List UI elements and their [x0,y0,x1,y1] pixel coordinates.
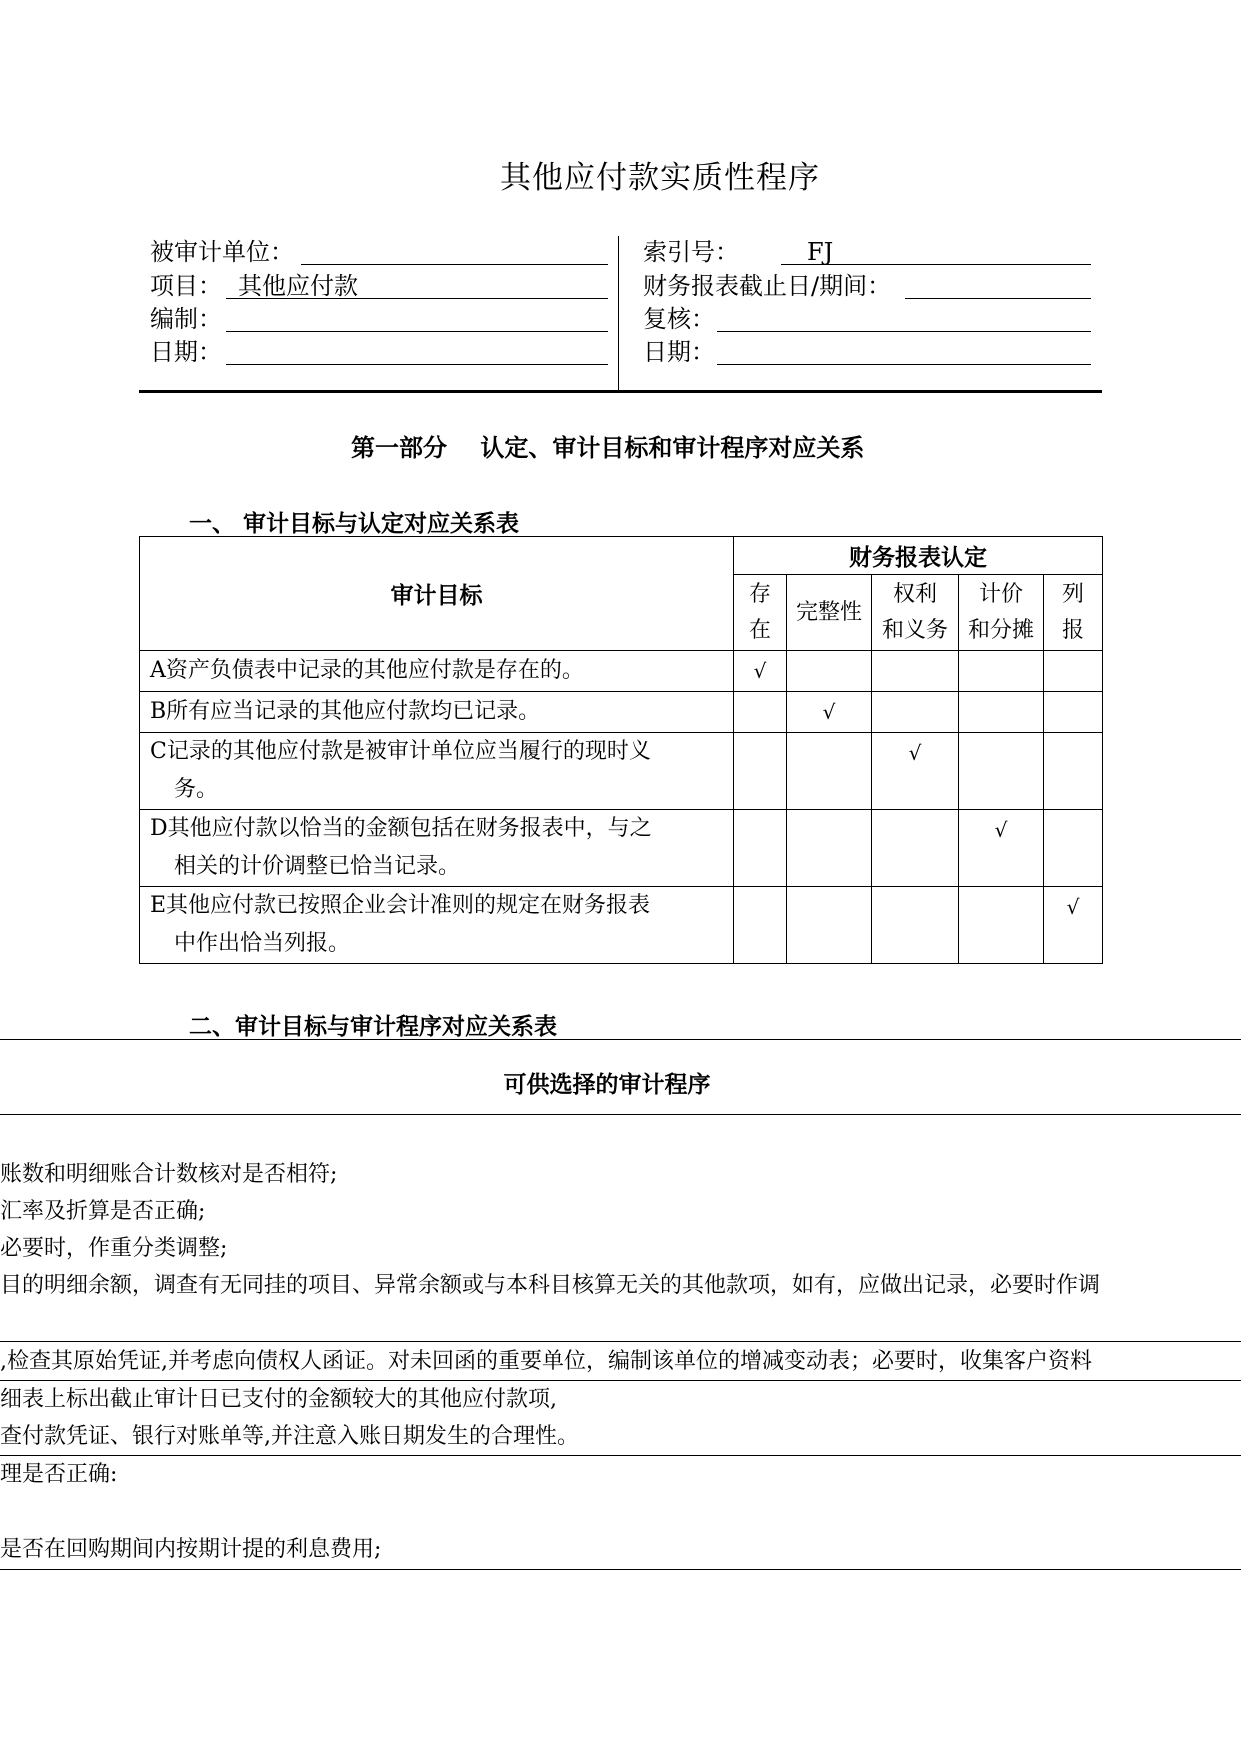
col-existence [734,575,787,651]
auditee-label: 被审计单位： [150,238,294,266]
check-cell [787,651,872,692]
header-info-block [139,236,1102,393]
check-cell [959,733,1044,810]
check-cell [734,810,787,887]
procedure-line: 目的明细余额，调查有无同挂的项目、异常余额或与本科目核算无关的其他款项，如有，应做出记录，必要时作调 [0,1273,1101,1298]
part-one-title: 第一部分 认定、审计目标和审计程序对应关系 [351,434,865,462]
goal-header: 审计目标 [140,537,734,651]
index-label: 索引号： [643,238,739,266]
period-label: 财务报表截止日/期间： [643,272,892,300]
check-cell: √ [872,733,959,810]
project-field[interactable]: 其他应付款 [226,270,608,299]
procedure-line: ,检查其原始凭证,并考虑向债权人函证。对未回函的重要单位，编制该单位的增减变动表；必要时，收集客户资料 [0,1349,1092,1374]
check-cell [959,887,1044,964]
procedure-line: 账数和明细账合计数核对是否相符; [0,1162,338,1187]
col-label-line1: 权利 [892,581,937,607]
check-cell [787,733,872,810]
procedure-line: 是否在回购期间内按期计提的利息费用; [0,1537,382,1562]
assertion-table [139,536,1103,964]
project-row [150,270,610,302]
check-cell [959,651,1044,692]
section-two-title: 二、审计目标与审计程序对应关系表 [189,1014,557,1040]
assertion-header: 财务报表认定 [734,537,1103,575]
date-label-left: 日期： [150,338,222,366]
preparer-field[interactable] [226,303,608,332]
goal-line1: B所有应当记录的其他应付款均已记录。 [150,699,541,724]
table-row [140,651,1103,692]
check-cell [734,692,787,733]
col-label-line2: 报 [1062,617,1085,643]
row-border [0,1569,1241,1570]
row-border [0,1455,1241,1456]
table-row [140,692,1103,733]
reviewer-label: 复核： [643,305,715,333]
col-label-line2: 和分摊 [967,617,1034,643]
date-field-right[interactable] [717,336,1091,365]
col-label-line1: 存 [748,581,771,607]
col-label-line2: 在 [748,617,771,643]
goal-line1: E其他应付款已按照企业会计准则的规定在财务报表 [150,893,651,918]
check-cell: √ [787,692,872,733]
check-cell [787,810,872,887]
row-border [0,1341,1241,1342]
date-row-right [643,336,1103,368]
goal-line2: 相关的计价调整已恰当记录。 [174,854,461,879]
col-valuation [959,575,1044,651]
section-one-title: 一、 审计目标与认定对应关系表 [189,511,520,537]
row-border [0,1380,1241,1381]
col-label-line1: 列 [1062,581,1085,607]
check-cell [872,692,959,733]
goal-cell [140,887,734,964]
check-cell: √ [1044,887,1103,964]
goal-line1: A资产负债表中记录的其他应付款是存在的。 [150,658,584,683]
check-cell [734,733,787,810]
goal-cell [140,733,734,810]
goal-line2: 务。 [174,777,219,802]
goal-line2: 中作出恰当列报。 [174,931,351,956]
procedure-line: 理是否正确: [0,1462,118,1487]
index-row [643,236,1103,268]
col-presentation [1044,575,1103,651]
check-cell [872,887,959,964]
col-label-line1: 计价 [978,581,1023,607]
header-divider [618,236,619,390]
procedures-table-top-border [0,1039,1241,1040]
procedure-line: 查付款凭证、银行对账单等,并注意入账日期发生的合理性。 [0,1424,579,1449]
table-row [140,733,1103,810]
check-cell: √ [734,651,787,692]
procedures-header: 可供选择的审计程序 [503,1072,711,1098]
col-rights-obligations [872,575,959,651]
preparer-row [150,303,610,335]
col-label-line1: 完整性 [795,599,862,625]
check-cell [1044,733,1103,810]
goal-cell [140,651,734,692]
table-row [140,810,1103,887]
table-row [140,887,1103,964]
check-cell [1044,651,1103,692]
period-field[interactable] [905,270,1091,299]
document-title: 其他应付款实质性程序 [500,160,820,196]
col-completeness [787,575,872,651]
check-cell [959,692,1044,733]
goal-line1: D其他应付款以恰当的金额包括在财务报表中，与之 [150,816,652,841]
project-label: 项目： [150,272,222,300]
check-cell [1044,692,1103,733]
reviewer-row [643,303,1103,335]
preparer-label: 编制： [150,305,222,333]
date-row-left [150,336,610,368]
goal-cell [140,810,734,887]
procedure-line: 必要时，作重分类调整; [0,1236,228,1261]
check-cell: √ [959,810,1044,887]
check-cell [734,887,787,964]
check-cell [1044,810,1103,887]
date-label-right: 日期： [643,338,715,366]
auditee-row [150,236,610,268]
goal-line1: C记录的其他应付款是被审计单位应当履行的现时义 [150,739,651,764]
col-label-line2: 和义务 [881,617,948,643]
reviewer-field[interactable] [717,303,1091,332]
period-row [643,270,1103,302]
index-field[interactable]: FJ [781,236,1091,265]
auditee-field[interactable] [301,236,608,265]
check-cell [787,887,872,964]
procedure-line: 汇率及折算是否正确; [0,1199,206,1224]
check-cell [872,810,959,887]
check-cell [872,651,959,692]
procedure-line: 细表上标出截止审计日已支付的金额较大的其他应付款项, [0,1387,557,1412]
goal-cell [140,692,734,733]
procedures-header-border [0,1114,1241,1115]
date-field-left[interactable] [226,336,608,365]
